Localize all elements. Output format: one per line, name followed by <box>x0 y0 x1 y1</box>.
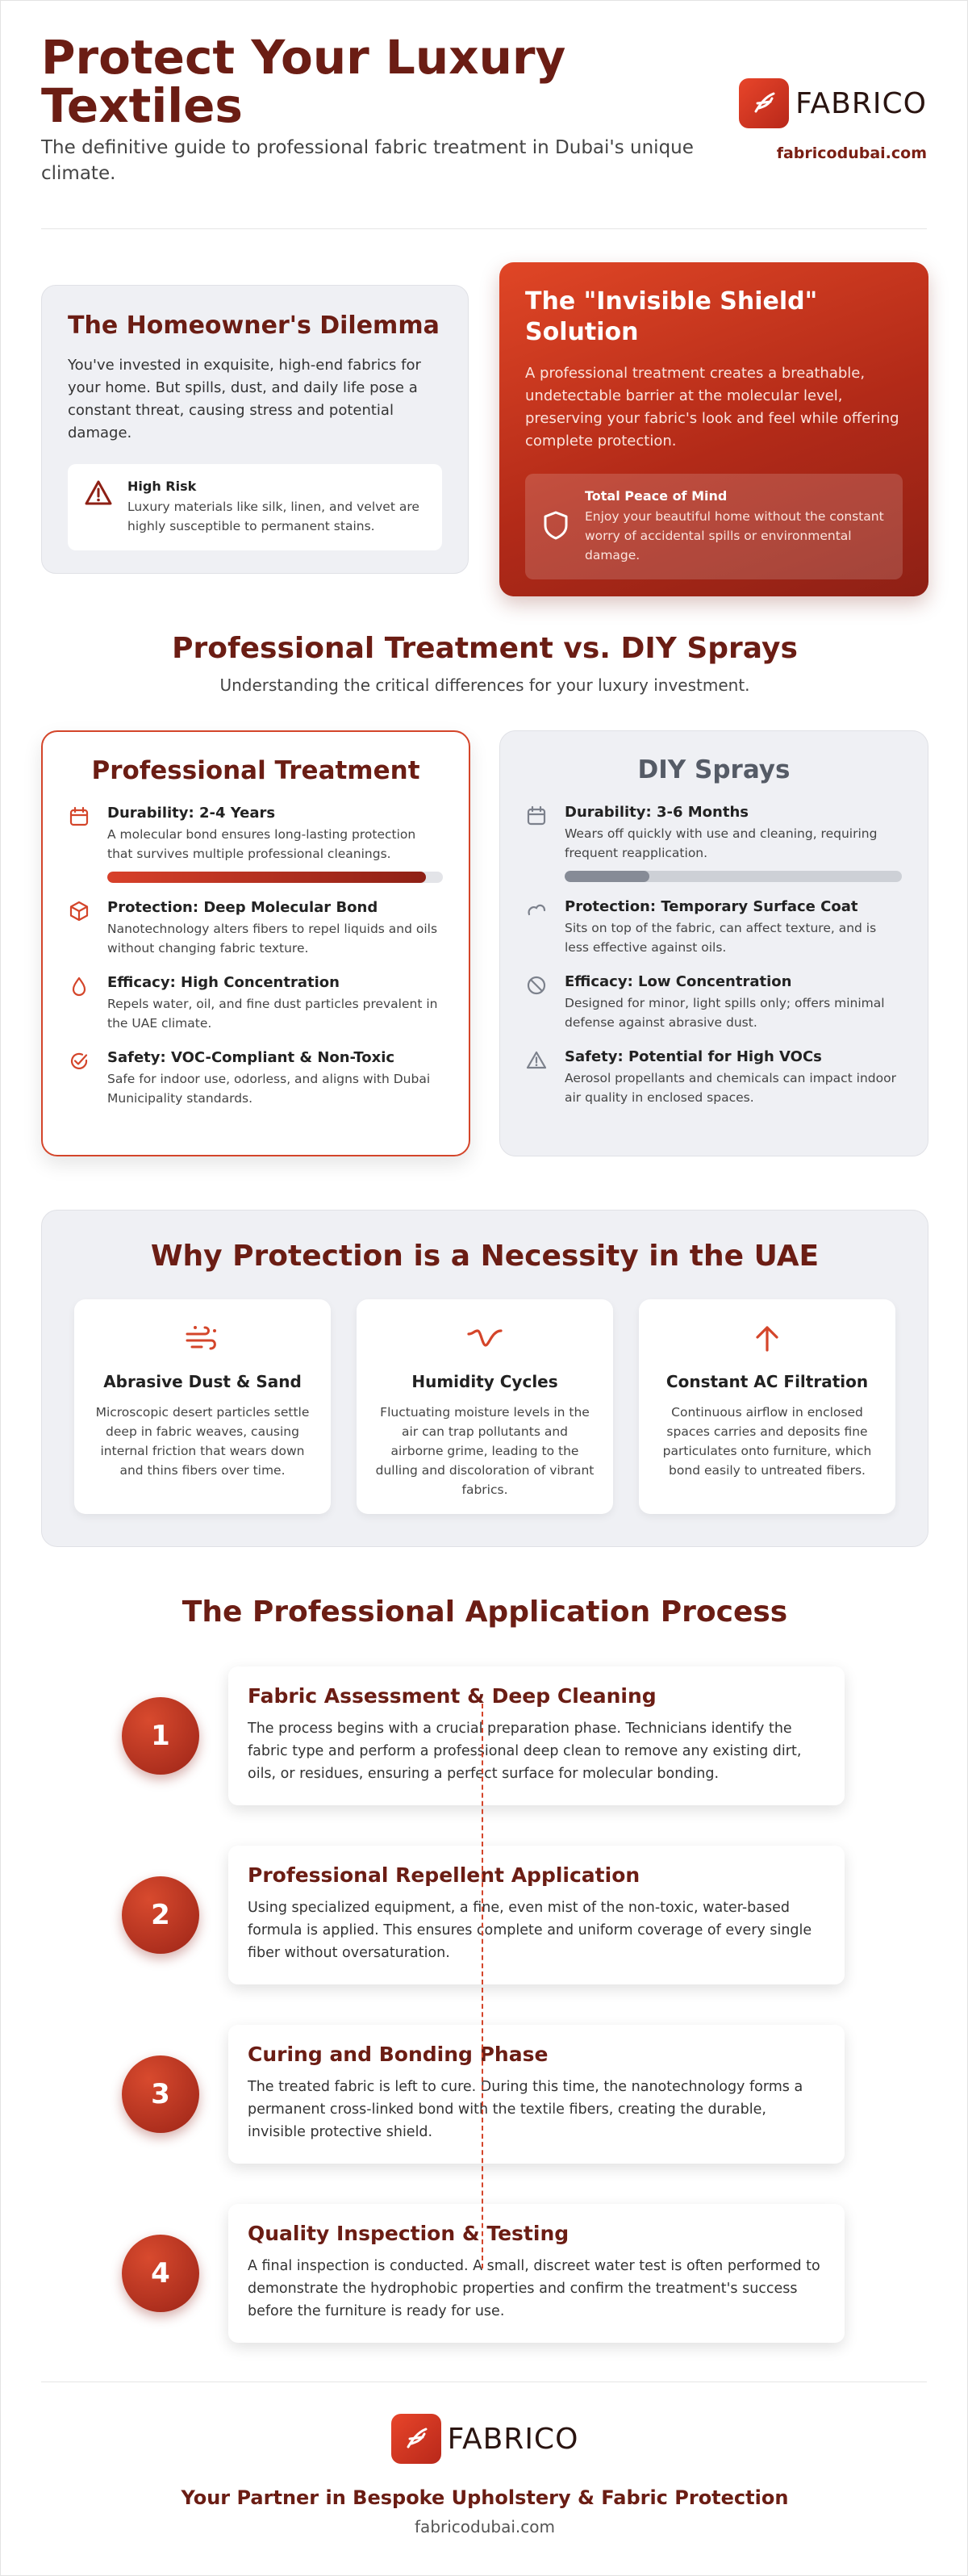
footer <box>1 2414 968 2536</box>
dilemma-card <box>41 285 469 574</box>
calendar-icon <box>526 804 549 882</box>
fabrico-logo-icon <box>391 2414 441 2464</box>
item-text: Wears off quickly with use and cleaning, requiring frequent reapplication. <box>565 826 878 860</box>
step-number: 2 <box>122 1876 199 1954</box>
list-item <box>69 974 443 1033</box>
list-item <box>69 899 443 958</box>
diy-card <box>499 730 928 1156</box>
card-text: Continuous airflow in enclosed spaces carries and deposits fine particulates onto furniture, which bond easily to untreated fibers. <box>662 1405 872 1478</box>
wind-icon <box>92 1320 313 1357</box>
step-text: Using specialized equipment, a fine, even mist of the non-toxic, water-based formula is applied. This ensures complete and uniform coverage of every single fiber without oversaturation. <box>248 1900 812 1961</box>
durability-bar-fill <box>565 871 649 882</box>
comparison-title: Professional Treatment vs. DIY Sprays <box>172 632 798 665</box>
item-text: Safe for indoor use, odorless, and aligns with Dubai Municipality standards. <box>107 1072 431 1106</box>
item-text: A molecular bond ensures long-lasting protection that survives multiple professional cleanings. <box>107 827 416 861</box>
durability-bar-fill <box>107 872 426 883</box>
footer-logo <box>1 2414 968 2464</box>
dilemma-title: The Homeowner's Dilemma <box>68 312 440 340</box>
card-text: Fluctuating moisture levels in the air can trap pollutants and airborne grime, leading to the dulling and discoloration of vibrant fabrics. <box>375 1405 595 1497</box>
step-number: 1 <box>122 1697 199 1775</box>
item-title: Efficacy: High Concentration <box>107 974 340 991</box>
divider <box>41 228 927 229</box>
item-text: Aerosol propellants and chemicals can impact indoor air quality in enclosed spaces. <box>565 1071 896 1105</box>
peace-text: Enjoy your beautiful home without the constant worry of accidental spills or environmental damage. <box>585 509 884 562</box>
wave-icon <box>374 1320 595 1357</box>
step-text: The treated fabric is left to cure. During this time, the nanotechnology forms a permanent cross-linked bond with the textile fibers, creating the durable, invisible protective shield. <box>248 2079 803 2140</box>
brand-block <box>739 78 927 162</box>
page-subtitle: The definitive guide to professional fabric treatment in Dubai's unique climate. <box>41 137 694 184</box>
risk-callout <box>68 464 442 550</box>
durability-bar <box>107 872 443 883</box>
item-title: Durability: 2-4 Years <box>107 805 276 822</box>
item-text: Repels water, oil, and fine dust particles prevalent in the UAE climate. <box>107 997 438 1031</box>
brand-name: FABRICO <box>795 86 927 120</box>
arrow-up-icon <box>657 1320 878 1357</box>
solution-text: A professional treatment creates a breathable, undetectable barrier at the molecular level, preserving your fabric's look and feel while offering complete protection. <box>525 365 899 450</box>
step-title: Quality Inspection & Testing <box>248 2222 570 2245</box>
warning-icon <box>526 1048 549 1107</box>
process-title: The Professional Application Process <box>182 1595 788 1629</box>
footer-site-link[interactable]: fabricodubai.com <box>415 2517 555 2536</box>
peace-title: Total Peace of Mind <box>585 488 728 504</box>
item-title: Protection: Temporary Surface Coat <box>565 898 858 915</box>
necessity-card <box>74 1299 331 1514</box>
step-title: Fabric Assessment & Deep Cleaning <box>248 1684 657 1708</box>
list-item <box>526 1048 902 1107</box>
item-title: Protection: Deep Molecular Bond <box>107 899 378 916</box>
solution-card <box>499 262 928 596</box>
warning-icon <box>84 479 113 511</box>
step-card <box>228 1846 845 1984</box>
necessity-title: Why Protection is a Necessity in the UAE <box>150 1240 820 1273</box>
timeline-line <box>482 1704 483 2269</box>
necessity-card <box>639 1299 895 1514</box>
list-item <box>69 805 443 883</box>
item-title: Safety: VOC-Compliant & Non-Toxic <box>107 1049 395 1066</box>
step-card <box>228 2204 845 2343</box>
list-item <box>69 1049 443 1108</box>
card-title: Abrasive Dust & Sand <box>103 1372 302 1391</box>
calendar-icon <box>69 805 91 883</box>
droplet-icon <box>69 974 91 1033</box>
professional-heading: Professional Treatment <box>91 756 420 785</box>
item-title: Durability: 3-6 Months <box>565 804 749 821</box>
ban-icon <box>526 973 549 1032</box>
professional-card <box>41 730 470 1156</box>
necessity-section <box>41 1210 928 1547</box>
cloud-icon <box>526 898 549 957</box>
check-circle-icon <box>69 1049 91 1108</box>
step-title: Professional Repellent Application <box>248 1863 640 1887</box>
durability-bar <box>565 871 902 882</box>
step-card <box>228 2025 845 2164</box>
fabrico-logo-icon <box>739 78 789 128</box>
step-title: Curing and Bonding Phase <box>248 2043 549 2066</box>
card-text: Microscopic desert particles settle deep in fabric weaves, causing internal friction that wears down and thins fibers over time. <box>95 1405 310 1478</box>
brand-name: FABRICO <box>447 2422 579 2456</box>
shield-icon <box>541 509 570 545</box>
step-number: 4 <box>122 2235 199 2312</box>
solution-title: The "Invisible Shield" Solution <box>525 287 818 346</box>
footer-tagline: Your Partner in Bespoke Upholstery & Fabric Protection <box>181 2486 789 2509</box>
step-text: A final inspection is conducted. A small, discreet water test is often performed to demonstrate the hydrophobic properties and confirm the treatment's success before the furniture is ready for use. <box>248 2258 820 2319</box>
item-title: Efficacy: Low Concentration <box>565 973 792 990</box>
card-title: Humidity Cycles <box>411 1372 558 1391</box>
item-text: Nanotechnology alters fibers to repel liquids and oils without changing fabric texture. <box>107 922 438 956</box>
necessity-card <box>357 1299 613 1514</box>
site-link[interactable]: fabricodubai.com <box>776 144 927 162</box>
risk-text: Luxury materials like silk, linen, and velvet are highly susceptible to permanent stains. <box>127 500 419 533</box>
cube-icon <box>69 899 91 958</box>
step-card <box>228 1666 845 1805</box>
card-title: Constant AC Filtration <box>666 1372 869 1391</box>
necessity-grid <box>74 1299 897 1514</box>
dilemma-text: You've invested in exquisite, high-end fabrics for your home. But spills, dust, and daily life pose a constant threat, causing stress and potential damage. <box>68 357 421 441</box>
peace-callout <box>525 474 903 579</box>
header <box>41 30 927 194</box>
item-text: Sits on top of the fabric, can affect texture, and is less effective against oils. <box>565 921 877 955</box>
list-item <box>526 973 902 1032</box>
comparison-subtitle: Understanding the critical differences for your luxury investment. <box>219 675 750 695</box>
risk-title: High Risk <box>127 479 197 494</box>
list-item <box>526 804 902 882</box>
step-number: 3 <box>122 2055 199 2133</box>
diy-heading: DIY Sprays <box>637 755 791 784</box>
step-text: The process begins with a crucial preparation phase. Technicians identify the fabric type and perform a professional deep clean to remove any existing dirt, oils, or residues, ensuring a perfect surface for molecular bonding. <box>248 1721 802 1782</box>
item-text: Designed for minor, light spills only; offers minimal defense against abrasive dust. <box>565 996 885 1030</box>
brand-logo <box>739 78 927 128</box>
list-item <box>526 898 902 957</box>
page-title: Protect Your Luxury Textiles <box>41 30 566 133</box>
item-title: Safety: Potential for High VOCs <box>565 1048 822 1065</box>
